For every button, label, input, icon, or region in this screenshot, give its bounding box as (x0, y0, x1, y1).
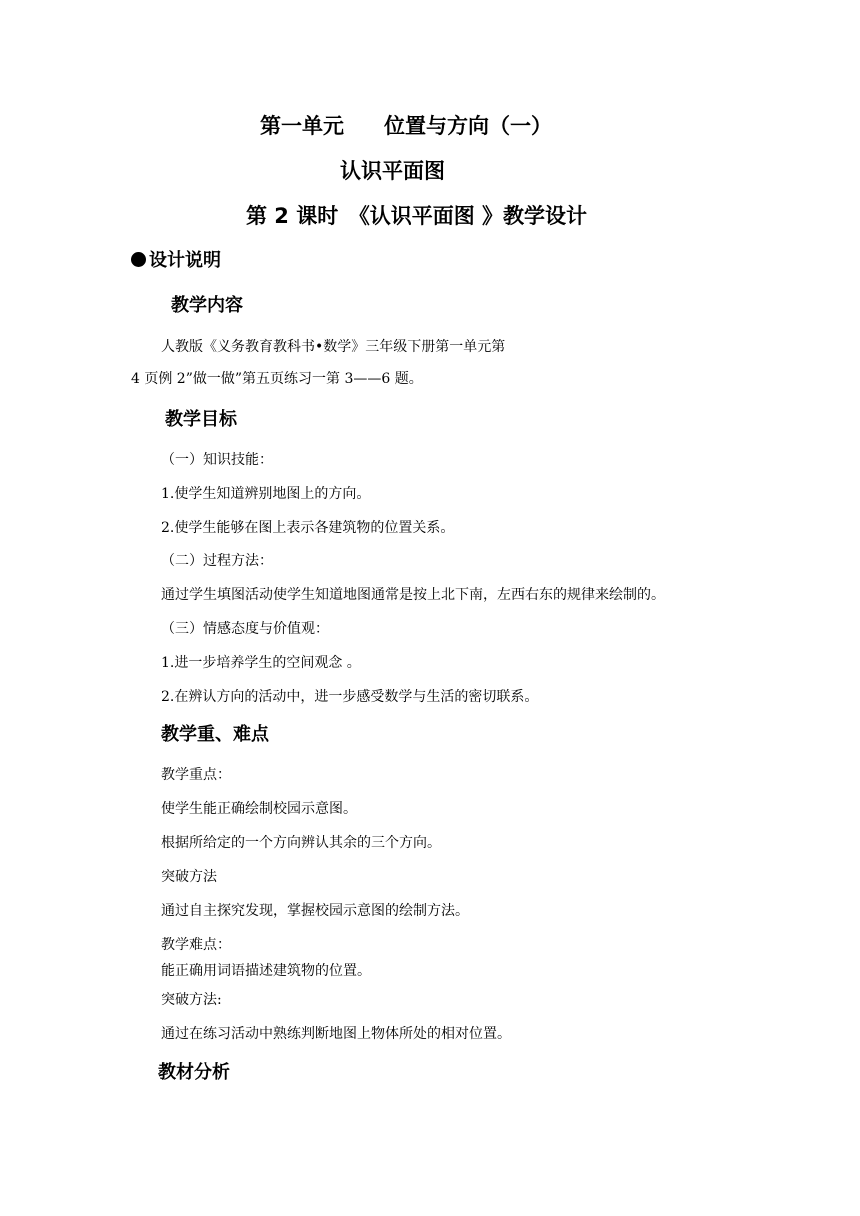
section-title: 认识平面图 (340, 159, 445, 183)
goal-item: 2.使学生能够在图上表示各建筑物的位置关系。 (161, 520, 455, 536)
teaching-content-line-2: 4 页例 2”做一做”第五页练习一第 3——6 题。 (131, 371, 423, 387)
key-point-item: 使学生能正确绘制校园示意图。 (161, 801, 357, 817)
unit-topic: 位置与方向（一） (384, 114, 552, 138)
teaching-content-line-1: 人教版《义务教育教科书•数学》三年级下册第一单元第 (161, 339, 506, 355)
lesson-title: 第 2 课时 《认识平面图 》教学设计 (246, 204, 588, 228)
key-point-item: 突破方法: (161, 992, 222, 1008)
key-point-item: 教学重点： (161, 767, 231, 783)
key-point-item: 通过在练习活动中熟练判断地图上物体所处的相对位置。 (161, 1026, 511, 1042)
unit-title (260, 116, 552, 137)
design-notes-heading (131, 252, 221, 270)
goal-item: 通过学生填图活动使学生知道地图通常是按上北下南，左西右东的规律来绘制的。 (161, 587, 665, 603)
key-points-heading: 教学重、难点 (161, 724, 269, 745)
teaching-content-heading: 教学内容 (171, 295, 243, 316)
key-point-item: 突破方法 (161, 869, 217, 885)
teaching-goals-heading: 教学目标 (165, 409, 237, 430)
goal-item: （三）情感态度与价值观： (161, 621, 329, 637)
key-point-item: 能正确用词语描述建筑物的位置。 (161, 963, 371, 979)
unit-label: 第一单元 (260, 114, 344, 138)
bullet-icon (131, 252, 146, 267)
goal-item: （二）过程方法： (161, 553, 273, 569)
key-point-item: 根据所给定的一个方向辨认其余的三个方向。 (161, 835, 441, 851)
key-point-item: 通过自主探究发现，掌握校园示意图的绘制方法。 (161, 903, 469, 919)
design-notes-heading-label: 设计说明 (149, 250, 221, 271)
goal-item: 1.进一步培养学生的空间观念 。 (161, 655, 361, 671)
goal-item: 1.使学生知道辨别地图上的方向。 (161, 486, 371, 502)
goal-item: （一）知识技能： (161, 452, 273, 468)
key-point-item: 教学难点： (161, 937, 231, 953)
goal-item: 2.在辨认方向的活动中，进一步感受数学与生活的密切联系。 (161, 689, 539, 705)
material-analysis-heading: 教材分析 (158, 1062, 230, 1083)
